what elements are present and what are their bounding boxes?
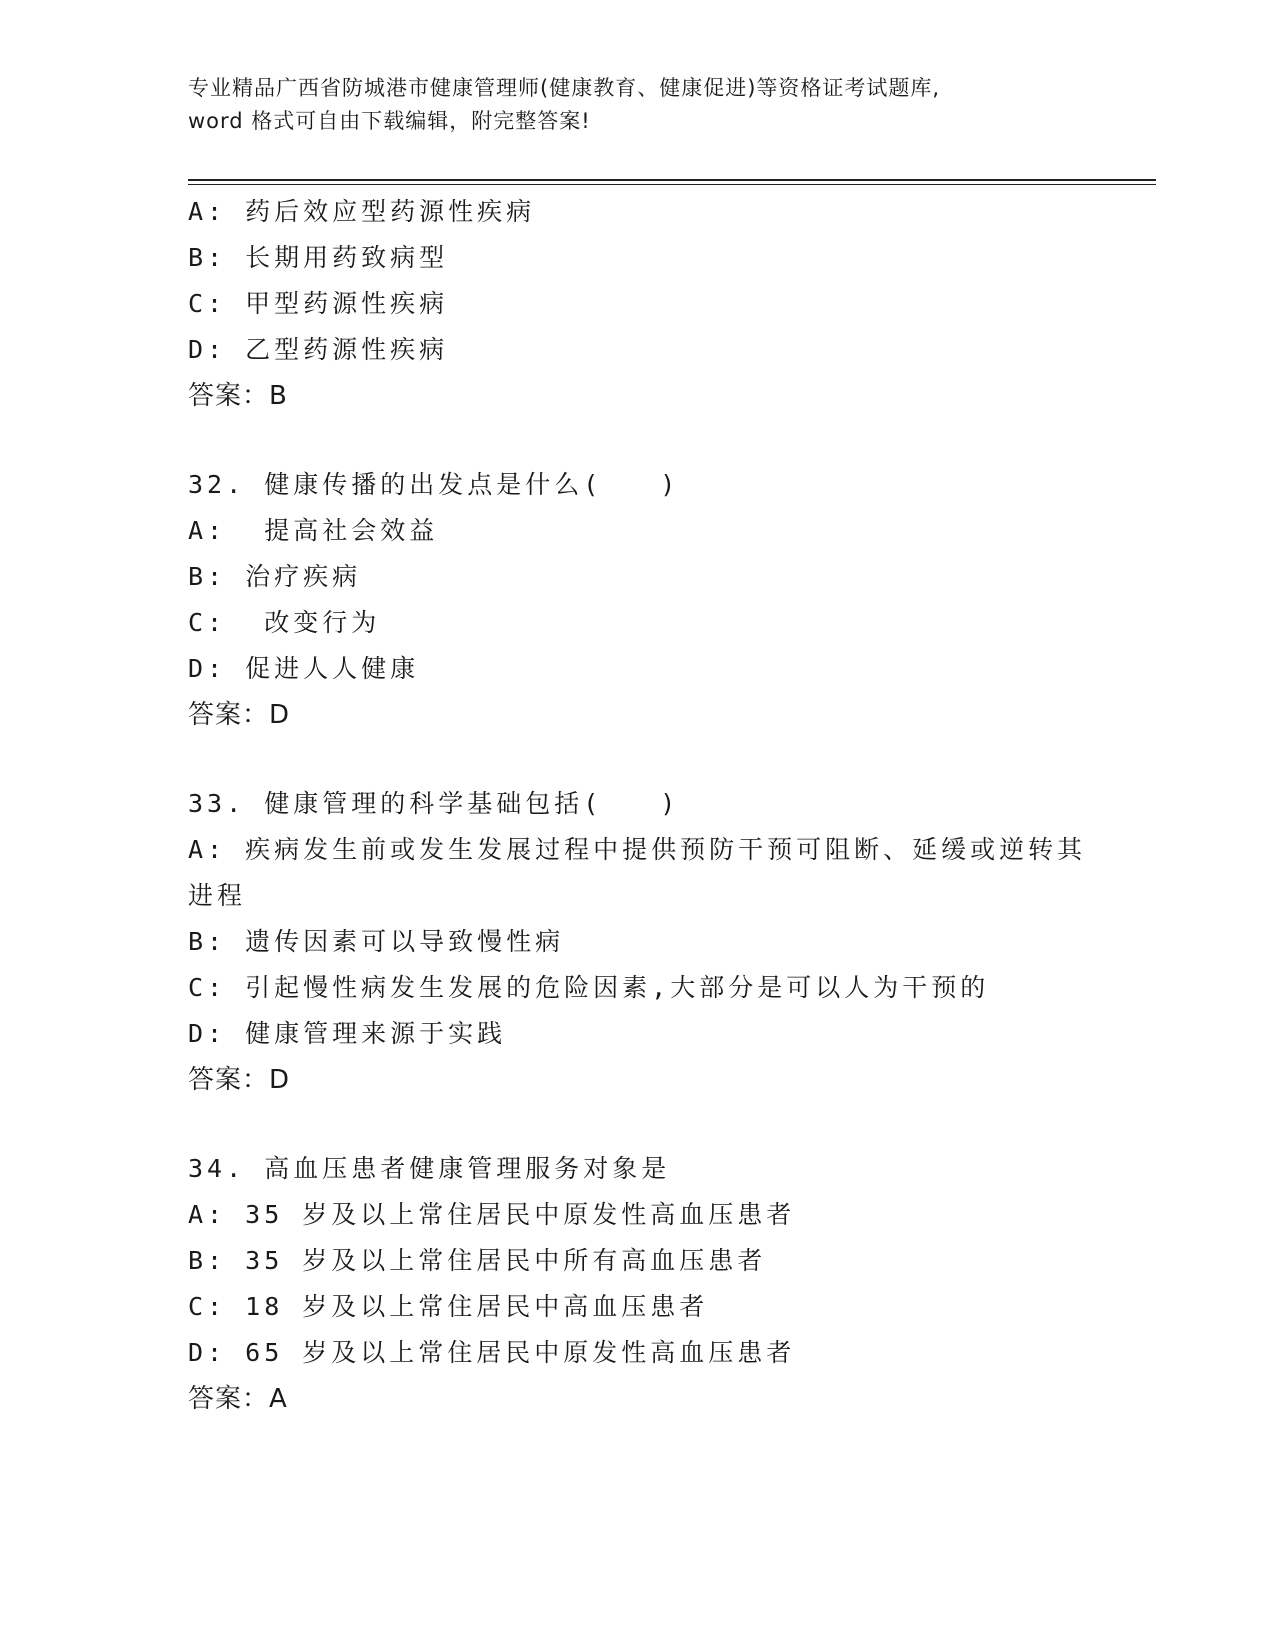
document-header (188, 72, 1088, 138)
question-31-block (188, 189, 1088, 419)
question-33-block (188, 781, 1088, 1103)
option-b: B: 35 岁及以上常住居民中所有高血压患者 (188, 1246, 767, 1275)
option-b: B: 遗传因素可以导致慢性病 (188, 927, 565, 956)
question-34-block (188, 1146, 1088, 1422)
option-a: A: 疾病发生前或发生发展过程中提供预防干预可阻断、延缓或逆转其进程 (188, 835, 1087, 910)
option-b: B: 长期用药致病型 (188, 243, 449, 272)
spacer (188, 1103, 1088, 1146)
option-a: A: 药后效应型药源性疾病 (188, 197, 536, 226)
option-b: B: 治疗疾病 (188, 562, 362, 591)
header-line-2: word 格式可自由下载编辑，附完整答案! (188, 109, 591, 133)
question-32-block (188, 462, 1088, 738)
spacer (188, 419, 1088, 462)
header-line-1: 专业精品广西省防城港市健康管理师(健康教育、健康促进)等资格证考试题库, (188, 76, 941, 100)
answer-label: 答案：D (188, 700, 291, 730)
option-d: D: 健康管理来源于实践 (188, 1019, 507, 1048)
option-c: C: 甲型药源性疾病 (188, 289, 449, 318)
header-divider-thin (188, 184, 1156, 185)
question-list (188, 189, 1088, 1422)
option-a: A: 35 岁及以上常住居民中原发性高血压患者 (188, 1200, 796, 1229)
option-d: D: 促进人人健康 (188, 654, 420, 683)
option-a: A: 提高社会效益 (188, 516, 439, 545)
question-text: 34. 高血压患者健康管理服务对象是 (188, 1154, 671, 1183)
question-text: 32. 健康传播的出发点是什么( ) (188, 470, 680, 499)
answer-label: 答案：B (188, 381, 288, 411)
option-d: D: 65 岁及以上常住居民中原发性高血压患者 (188, 1338, 796, 1367)
option-c: C: 18 岁及以上常住居民中高血压患者 (188, 1292, 709, 1321)
answer-label: 答案：D (188, 1065, 291, 1095)
spacer (188, 738, 1088, 781)
option-c: C: 引起慢性病发生发展的危险因素,大部分是可以人为干预的 (188, 973, 990, 1002)
option-c: C: 改变行为 (188, 608, 381, 637)
question-text: 33. 健康管理的科学基础包括( ) (188, 789, 680, 818)
option-d: D: 乙型药源性疾病 (188, 335, 449, 364)
header-divider-thick (188, 179, 1156, 181)
answer-label: 答案：A (188, 1384, 288, 1414)
